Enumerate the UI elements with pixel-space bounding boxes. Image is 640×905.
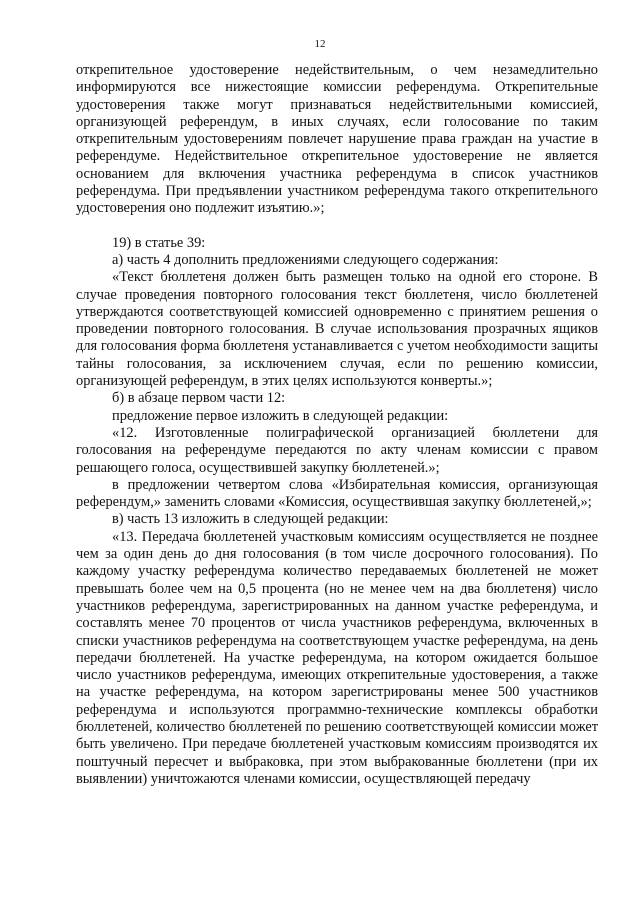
paragraph-subitem-v: в) часть 13 изложить в следующей редакции: bbox=[112, 511, 389, 528]
paragraph-spacer bbox=[76, 218, 598, 235]
paragraph-subitem-b: б) в абзаце первом части 12: bbox=[112, 390, 286, 407]
paragraph-subitem-a: а) часть 4 дополнить предложениями следующего содержания: bbox=[112, 251, 499, 268]
paragraph-continuation: открепительное удостоверение недействительным, о чем незамедлительно информируются все нижестоящие комиссии референдума. Открепительные удостоверения также могут признаваться недействительными комиссией, организующей референдум, в иных случаях, если голосование по таким открепительным удостоверениям повлечет нарушение права граждан на участие в референдуме. Недействительное открепительное удостоверение не является основанием для включения участника референдума в список участников референдума. При предъявлении участником референдума такого открепительного удостоверения оно подлежит изъятию.»; bbox=[76, 62, 598, 217]
paragraph-quote-part-13: «13. Передача бюллетеней участковым комиссиям осуществляется не позднее чем за один день до дня голосования (в том числе досрочного голосования). По каждому участку референдума количество передаваемых бюллетеней не может превышать более чем на 0,5 процента (но не менее чем на два бюллетеня) число участников референдума, зарегистрированных на данном участке референдума, и составлять менее 70 процентов от числа участников референдума, включенных в списки участников референдума на соответствующем участке референдума, на день передачи бюллетеней. На участке референдума, на котором ожидается большое число участников референдума, имеющих открепительные удостоверения, а также на участке референдума, на котором зарегистрированы менее 500 участников референдума и используются программно-технические комплексы обработки бюллетеней, количество бюллетеней по решению соответствующей комиссии может быть увеличено. При передаче бюллетеней участковым комиссиям производятся их поштучный пересчет и выбраковка, при этом выбракованные бюллетени (при их выявлении) уничтожаются членами комиссии, осуществляющей передачу bbox=[76, 528, 598, 787]
paragraph-item-19: 19) в статье 39: bbox=[112, 234, 206, 251]
paragraph-sentence-one: предложение первое изложить в следующей редакции: bbox=[112, 407, 449, 424]
paragraph-quote-part-12: «12. Изготовленные полиграфической организацией бюллетени для голосования на референдуме передаются по акту членам комиссии с правом решающего голоса, осуществившей закупку бюллетеней.»; bbox=[76, 424, 598, 476]
paragraph-sentence-four: в предложении четвертом слова «Избирательная комиссия, организующая референдум,» заменить словами «Комиссия, осуществившая закупку бюллетеней,»; bbox=[76, 476, 598, 511]
paragraph-quote-part-4: «Текст бюллетеня должен быть размещен только на одной его стороне. В случае проведения повторного голосования текст бюллетеня, число бюллетеней утверждаются соответствующей комиссией одновременно с принятием решения о проведении повторного голосования. В случае использования прозрачных ящиков для голосования форма бюллетеня устанавливается с учетом необходимости защиты тайны голосования, за исключением случая, если по решению комиссии, организующей референдум, в этих целях используются конверты.»; bbox=[76, 269, 598, 390]
page-number: 12 bbox=[314, 38, 326, 50]
document-body bbox=[76, 62, 598, 788]
